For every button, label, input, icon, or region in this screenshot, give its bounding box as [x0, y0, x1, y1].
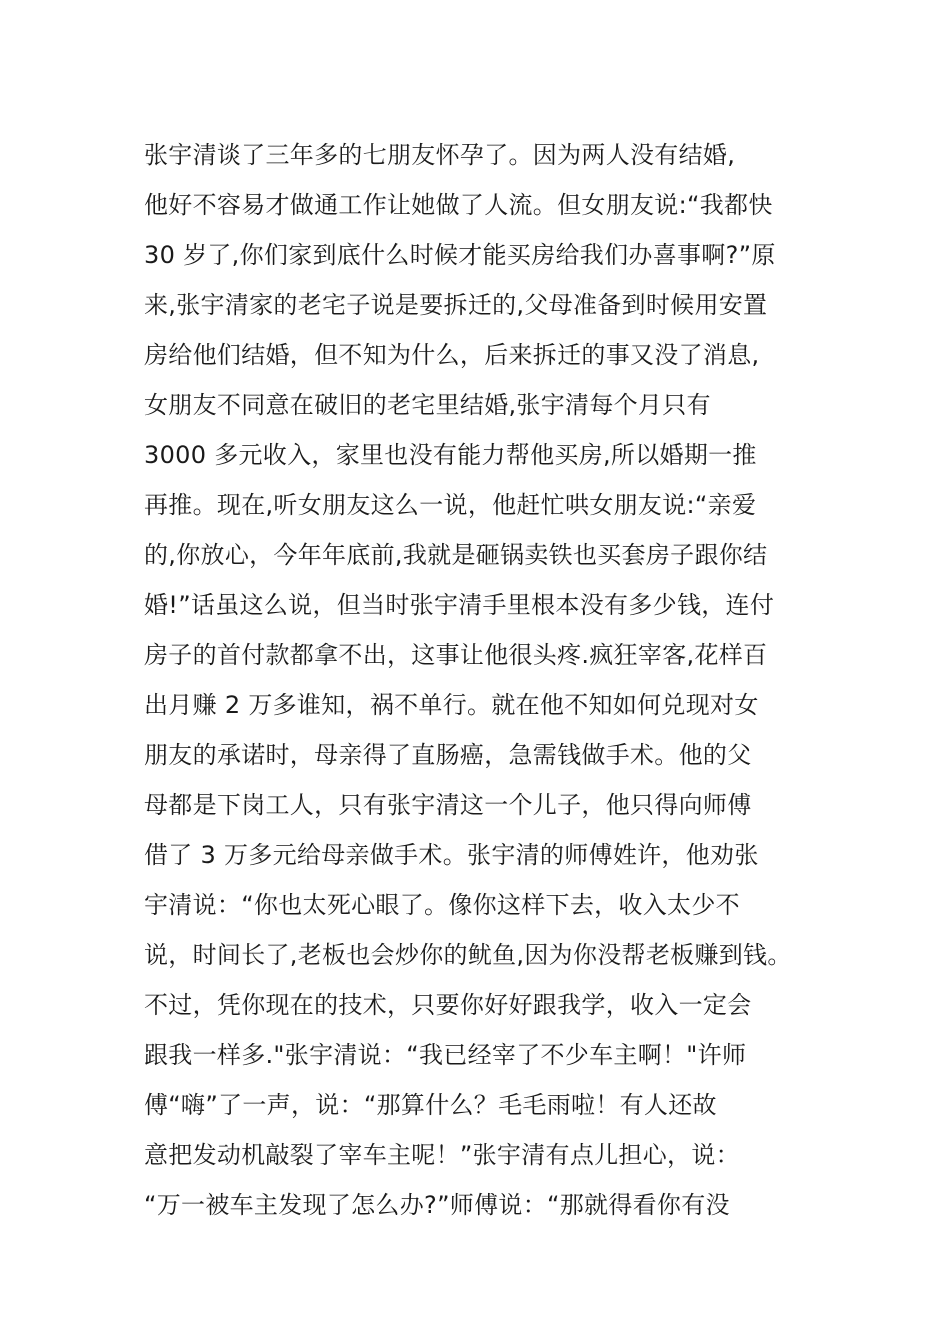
text-line: 他好不容易才做通工作让她做了人流。但女朋友说:“我都快 [144, 191, 773, 219]
text-line: 再推。现在,听女朋友这么一说，他赶忙哄女朋友说:“亲爱 [144, 491, 757, 519]
text-line: 房子的首付款都拿不出，这事让他很头疼.疯狂宰客,花样百 [144, 641, 768, 669]
text-line: 朋友的承诺时，母亲得了直肠癌，急需钱做手术。他的父 [144, 741, 752, 769]
text-line: 傅“嗨”了一声，说：“那算什么？毛毛雨啦！有人还故 [144, 1091, 717, 1119]
text-line: 意把发动机敲裂了宰车主呢！”张宇清有点儿担心，说： [144, 1141, 740, 1169]
text-line: 借了 3 万多元给母亲做手术。张宇清的师傅姓许，他劝张 [144, 841, 759, 869]
text-line: 30 岁了,你们家到底什么时候才能买房给我们办喜事啊?”原 [144, 241, 776, 269]
text-line: 母都是下岗工人，只有张宇清这一个儿子，他只得向师傅 [144, 791, 752, 819]
text-line: 婚!”话虽这么说，但当时张宇清手里根本没有多少钱，连付 [144, 591, 775, 619]
text-line: 来,张宇清家的老宅子说是要拆迁的,父母准备到时候用安置 [144, 291, 768, 319]
text-line: 的,你放心，今年年底前,我就是砸锅卖铁也买套房子跟你结 [144, 541, 768, 569]
text-line: 出月赚 2 万多谁知，祸不单行。就在他不知如何兑现对女 [144, 691, 759, 719]
body-text [144, 130, 824, 1230]
text-line: 说，时间长了,老板也会炒你的鱿鱼,因为你没帮老板赚到钱。 [144, 941, 792, 969]
text-line: 3000 多元收入，家里也没有能力帮他买房,所以婚期一推 [144, 441, 757, 469]
text-line: 跟我一样多."张宇清说：“我已经宰了不少车主啊！"许师 [144, 1041, 747, 1069]
text-line: 女朋友不同意在破旧的老宅里结婚,张宇清每个月只有 [144, 391, 711, 419]
text-line: 不过，凭你现在的技术，只要你好好跟我学，收入一定会 [144, 991, 752, 1019]
text-line: 张宇清谈了三年多的七朋友怀孕了。因为两人没有结婚, [144, 141, 736, 169]
text-line: “万一被车主发现了怎么办?”师傅说：“那就得看你有没 [144, 1191, 730, 1219]
text-line: 宇清说：“你也太死心眼了。像你这样下去，收入太少不 [144, 891, 740, 919]
text-line: 房给他们结婚，但不知为什么，后来拆迁的事又没了消息, [144, 341, 760, 369]
